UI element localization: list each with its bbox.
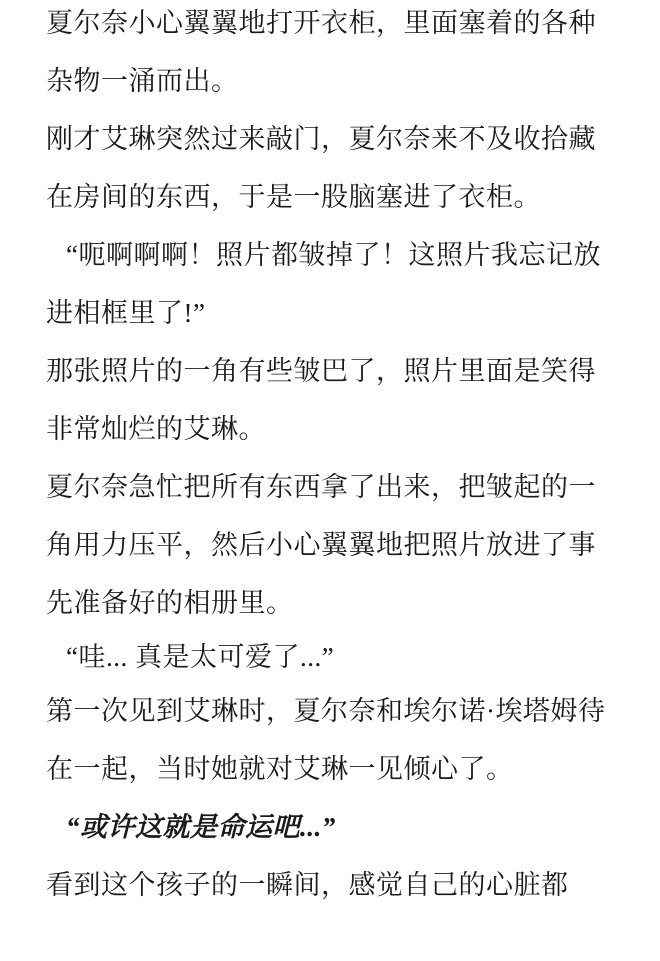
paragraph-8-inner-thought: “或许这就是命运吧...” (66, 812, 336, 842)
paragraph-3-dialogue: “呃啊啊啊！照片都皱掉了！这照片我忘记放进相框里了!” (46, 240, 601, 328)
paragraph-1: 夏尔奈小心翼翼地打开衣柜，里面塞着的各种杂物一涌而出。 (46, 8, 596, 96)
paragraph-7: 第一次见到艾琳时，夏尔奈和埃尔诺·埃塔姆待在一起，当时她就对艾琳一见倾心了。 (46, 696, 606, 784)
paragraph-6-dialogue: “哇... 真是太可爱了...” (66, 642, 335, 672)
paragraph-2: 刚才艾琳突然过来敲门，夏尔奈来不及收拾藏在房间的东西，于是一股脑塞进了衣柜。 (46, 124, 596, 212)
paragraph-5: 夏尔奈急忙把所有东西拿了出来，把皱起的一角用力压平，然后小心翼翼地把照片放进了事先准备好的相册里。 (46, 472, 596, 618)
paragraph-4: 那张照片的一角有些皱巴了，照片里面是笑得非常灿烂的艾琳。 (46, 356, 596, 444)
paragraph-9: 看到这个孩子的一瞬间，感觉自己的心脏都 (46, 870, 569, 900)
